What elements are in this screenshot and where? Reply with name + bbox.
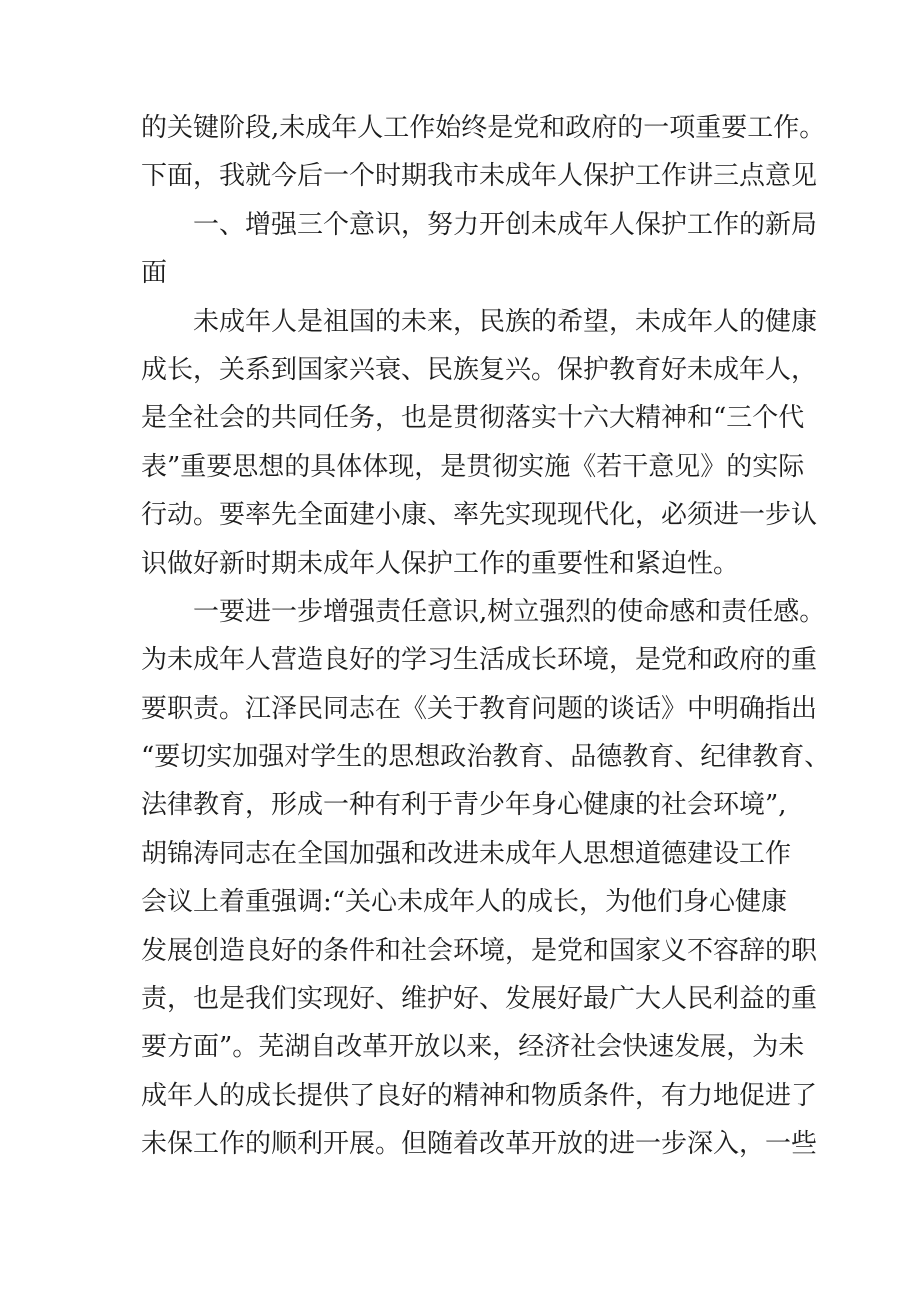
text-line: 的关键阶段,未成年人工作始终是党和政府的一项重要工作。 (141, 113, 826, 143)
text-line: 表”重要思想的具体体现，是贯彻实施《若干意见》的实际 (141, 451, 805, 482)
text-line: 要方面”。芜湖自改革开放以来，经济社会快速发展，为未 (141, 1032, 805, 1063)
text-line: 未保工作的顺利开展。但随着改革开放的进一步深入，一些 (141, 1129, 818, 1160)
text-line: 法律教育，形成一种有利于青少年身心健康的社会环境”, (141, 790, 787, 821)
text-line: 发展创造良好的条件和社会环境，是党和国家义不容辞的职 (141, 935, 818, 966)
text-line: 为未成年人营造良好的学习生活成长环境，是党和政府的重 (141, 645, 818, 676)
text-line: 一要进一步增强责任意识,树立强烈的使命感和责任感。 (193, 596, 826, 627)
text-line: 会议上着重强调:“关心未成年人的成长，为他们身心健康 (141, 887, 788, 918)
text-line: 识做好新时期未成年人保护工作的重要性和紧迫性。 (141, 548, 740, 579)
text-line: 责，也是我们实现好、维护好、发展好最广大人民利益的重 (141, 984, 818, 1015)
text-line: 要职责。江泽民同志在《关于教育问题的谈话》中明确指出 (141, 693, 818, 724)
text-line: 胡锦涛同志在全国加强和改进未成年人思想道德建设工作 (141, 838, 792, 869)
document-body (141, 104, 831, 1169)
text-line: “要切实加强对学生的思想政治教育、品德教育、纪律教育、 (141, 742, 831, 773)
section-heading: 面 (141, 258, 168, 289)
text-line: 是全社会的共同任务，也是贯彻落实十六大精神和“三个代 (141, 403, 805, 434)
text-line: 成长，关系到国家兴衰、民族复兴。保护教育好未成年人， (141, 354, 818, 385)
text-line: 下面，我就今后一个时期我市未成年人保护工作讲三点意见 (141, 161, 818, 192)
text-line: 成年人的成长提供了良好的精神和物质条件，有力地促进了 (141, 1080, 818, 1111)
text-line: 未成年人是祖国的未来，民族的希望，未成年人的健康 (193, 306, 818, 337)
text-line: 行动。要率先全面建小康、率先实现现代化，必须进一步认 (141, 500, 818, 531)
section-heading: 一、增强三个意识，努力开创未成年人保护工作的新局 (193, 209, 818, 240)
